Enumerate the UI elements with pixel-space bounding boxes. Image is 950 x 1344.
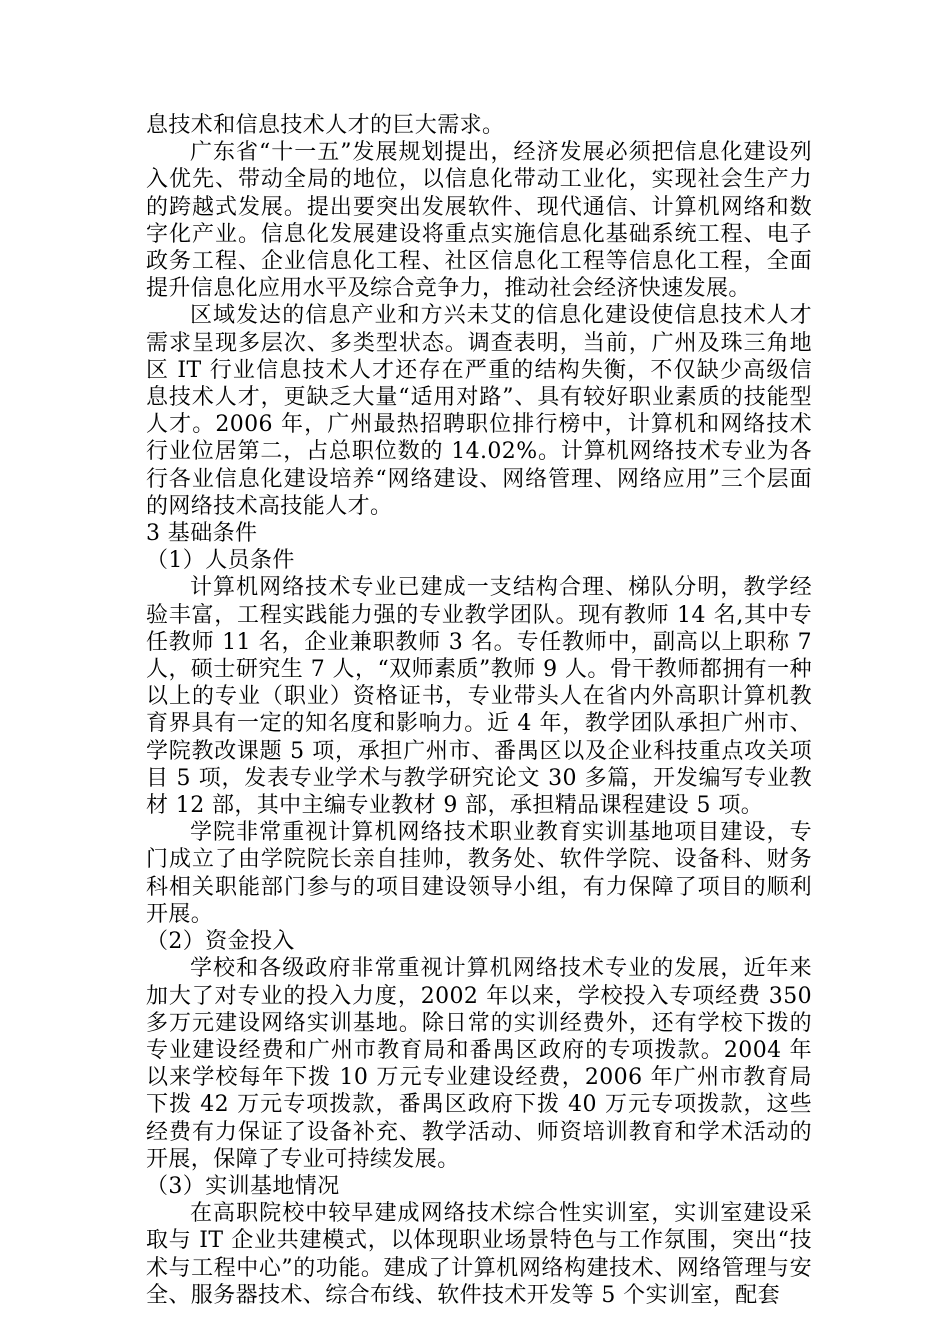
paragraph-training-base: 在高职院校中较早建成网络技术综合性实训室，实训室建设采取与 IT 企业共建模式，以体现职业场景特色与工作氛围，突出“技术与工程中心”的功能。建成了计算机网络构建技术、网络管理与安全、服务器技术、综合布线、软件技术开发等 5 个实训室，配套 — [146, 1201, 812, 1308]
paragraph-guangdong-plan: 广东省“十一五”发展规划提出，经济发展必须把信息化建设列入优先、带动全局的地位，以信息化带动工业化，实现社会生产力的跨越式发展。提出要突出发展软件、现代通信、计算机网络和数字化产业。信息化发展建设将重点实施信息化基础系统工程、电子政务工程、企业信息化工程、社区信息化工程等信息化工程，全面提升信息化应用水平及综合竞争力，推动社会经济快速发展。 — [146, 140, 812, 302]
subheading-training-base: （3）实训基地情况 — [146, 1173, 340, 1199]
subheading-personnel: （1）人员条件 — [146, 548, 295, 574]
paragraph-continuation: 息技术和信息技术人才的巨大需求。 — [146, 113, 505, 138]
paragraph-leadership-group: 学院非常重视计算机网络技术职业教育实训基地项目建设，专门成立了由学院院长亲自挂帅，教务处、软件学院、设备科、财务科相关职能部门参与的项目建设领导小组，有力保障了项目的顺利开展。 — [146, 820, 812, 927]
section-heading-basic-conditions: 3 基础条件 — [146, 521, 258, 547]
paragraph-teaching-team: 计算机网络技术专业已建成一支结构合理、梯队分明，教学经验丰富，工程实践能力强的专业教学团队。现有教师 14 名,其中专任教师 11 名，企业兼职教师 3 名。专任教师中，副高以上职称 7 人，硕士研究生 7 人，“双师素质”教师 9 人。骨干教师都拥有一种以上的专业（职业）资格证书，专业带头人在省内外高职计算机教育界具有一定的知名度和影响力。近 4 年，教学团队承担广州市、学院教改课题 5 项，承担广州市、番禺区以及企业科技重点攻关项目 5 项，发表专业学术与教学研究论文 30 多篇，开发编写专业教材 12 部，其中主编专业教材 9 部，承担精品课程建设 5 项。 — [146, 575, 812, 819]
subheading-funding: （2）资金投入 — [146, 929, 295, 955]
paragraph-talent-demand: 区域发达的信息产业和方兴未艾的信息化建设使信息技术人才需求呈现多层次、多类型状态。调查表明，当前，广州及珠三角地区 IT 行业信息技术人才还存在严重的结构失衡，不仅缺少高级信息技术人才，更缺乏大量“适用对路”、具有较好职业素质的技能型人才。2006 年，广州最热招聘职位排行榜中，计算机和网络技术行业位居第二，占总职位数的 14.02%。计算机网络技术专业为各行各业信息化建设培养“网络建设、网络管理、网络应用”三个层面的网络技术高技能人才。 — [146, 303, 812, 519]
document-body — [146, 112, 812, 1309]
paragraph-funding: 学校和各级政府非常重视计算机网络技术专业的发展，近年来加大了对专业的投入力度，2002 年以来，学校投入专项经费 350 多万元建设网络实训基地。除日常的实训经费外，还有学校下拨的专业建设经费和广州市教育局和番禺区政府的专项拨款。2004 年以来学校每年下拨 10 万元专业建设经费，2006 年广州市教育局下拨 42 万元专项拨款，番禺区政府下拨 40 万元专项拨款，这些经费有力保证了设备补充、教学活动、师资培训教育和学术活动的开展，保障了专业可持续发展。 — [146, 956, 812, 1172]
